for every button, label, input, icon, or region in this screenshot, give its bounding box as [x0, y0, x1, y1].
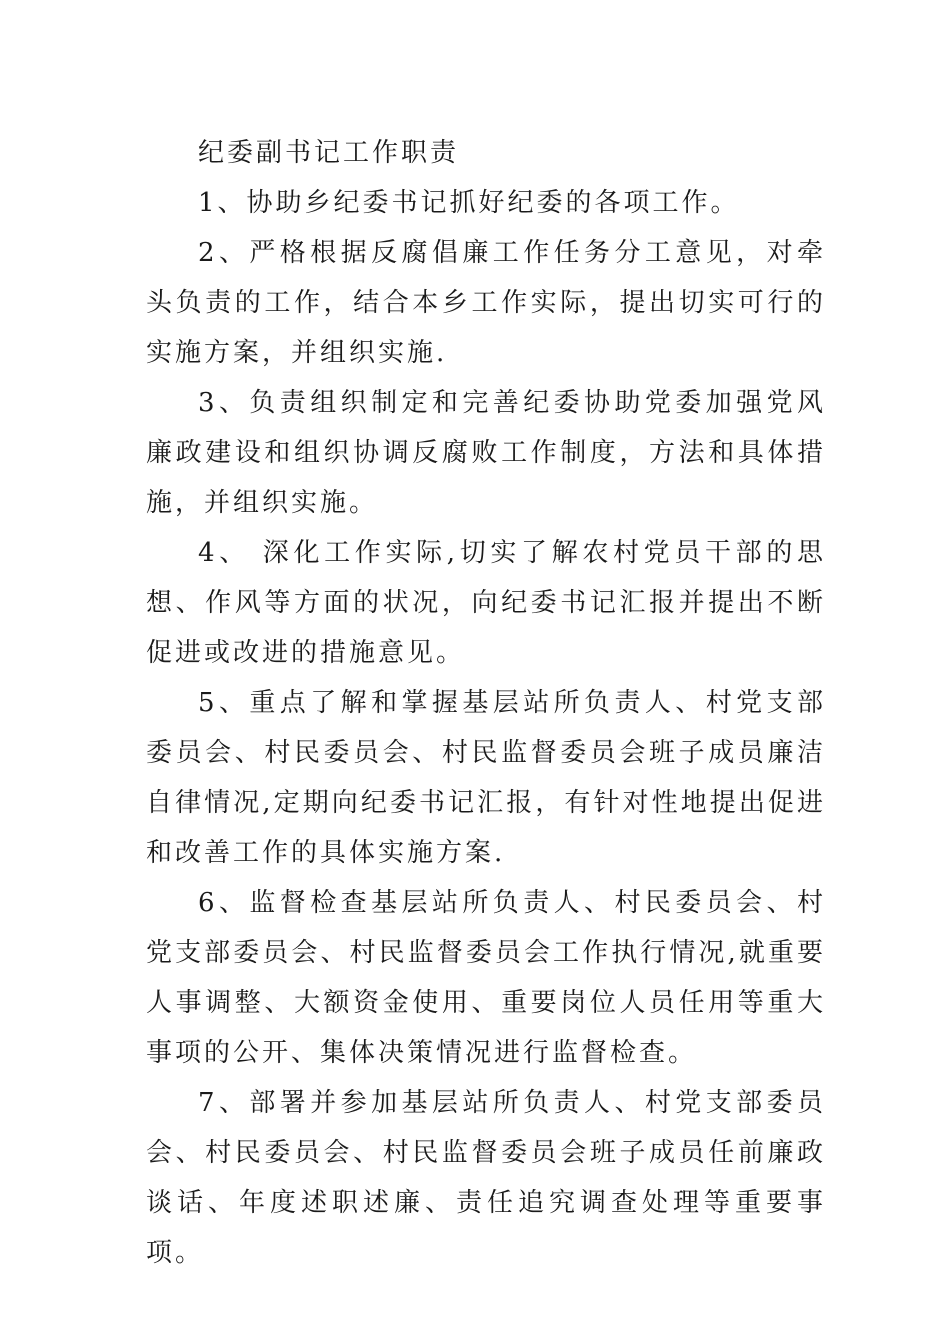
paragraph-4: 4、 深化工作实际,切实了解农村党员干部的思想、作风等方面的状况，向纪委书记汇报并提出不断促进或改进的措施意见。 [146, 538, 826, 668]
paragraph-7: 7、部署并参加基层站所负责人、村党支部委员会、村民委员会、村民监督委员会班子成员任前廉政谈话、年度述职述廉、责任追究调查处理等重要事项。 [146, 1088, 826, 1268]
paragraph-1: 1、协助乡纪委书记抓好纪委的各项工作。 [198, 188, 740, 218]
document-title: 纪委副书记工作职责 [198, 138, 460, 168]
paragraph-5: 5、重点了解和掌握基层站所负责人、村党支部委员会、村民委员会、村民监督委员会班子成员廉洁自律情况,定期向纪委书记汇报，有针对性地提出促进和改善工作的具体实施方案. [146, 688, 826, 868]
paragraph-2: 2、严格根据反腐倡廉工作任务分工意见，对牵头负责的工作，结合本乡工作实际，提出切实可行的实施方案，并组织实施. [146, 238, 826, 368]
document-body [146, 128, 826, 1278]
paragraph-3: 3、负责组织制定和完善纪委协助党委加强党风廉政建设和组织协调反腐败工作制度，方法和具体措施，并组织实施。 [146, 388, 826, 518]
paragraph-6: 6、监督检查基层站所负责人、村民委员会、村党支部委员会、村民监督委员会工作执行情况,就重要人事调整、大额资金使用、重要岗位人员任用等重大事项的公开、集体决策情况进行监督检查。 [146, 888, 826, 1068]
